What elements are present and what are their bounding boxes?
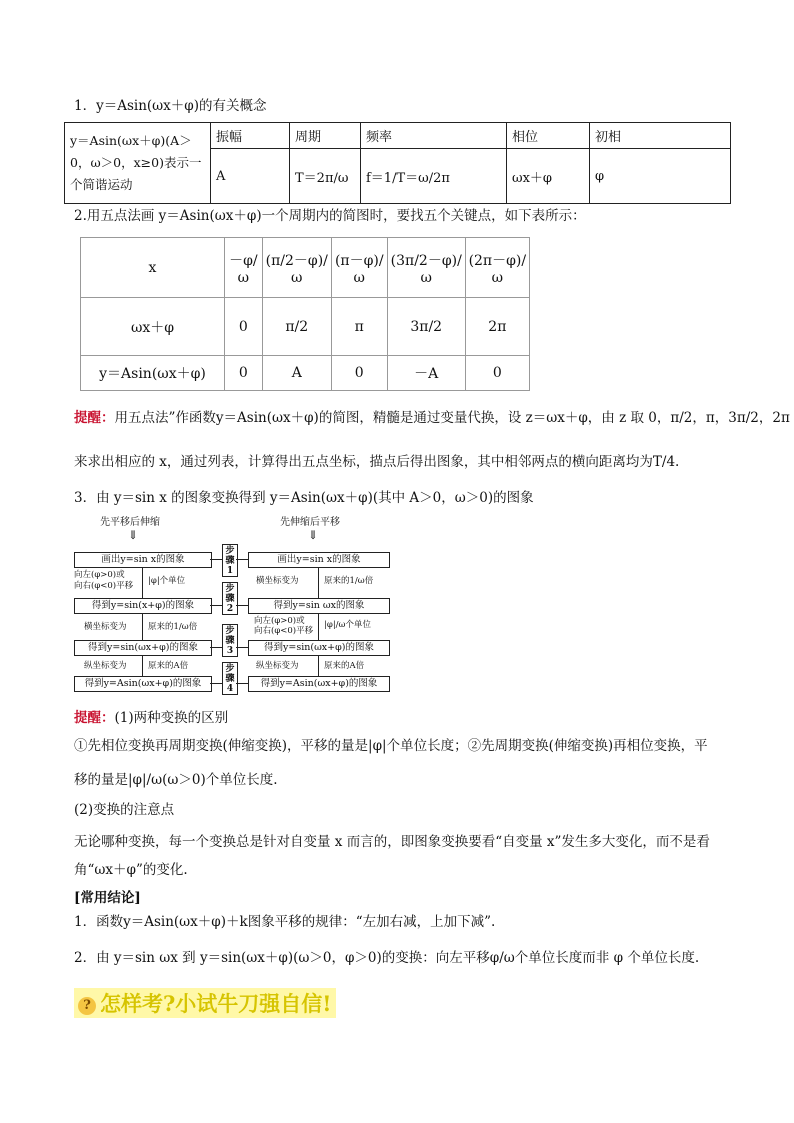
right-arrow-3: [318, 655, 319, 676]
section2-title: 2.用五点法画 y＝Asin(ωx＋φ)一个周期内的简图时，要找五个关键点，如下表所示：: [74, 208, 586, 224]
header-amplitude: 振幅: [211, 123, 290, 149]
left-label-7: 原来的A倍: [148, 661, 189, 671]
left-arrow-1: [142, 567, 143, 598]
banner: [74, 988, 336, 1018]
header-frequency: 频率: [361, 123, 507, 149]
y-cell-1: 0: [225, 356, 263, 391]
x-cell-5: (2π－φ)/ω: [465, 238, 529, 298]
left-box-4: 得到y=Asin(ωx+φ)的图象: [74, 676, 212, 692]
tip1-line1: [74, 408, 790, 428]
left-label-3: |φ|个单位: [148, 576, 186, 586]
value-frequency: f＝1/T＝ω/2π: [361, 149, 507, 204]
tip2-p2b: 角“ωx＋φ”的变化.: [74, 862, 188, 878]
y-cell-5: 0: [465, 356, 529, 391]
x-cell-2: (π/2－φ)/ω: [262, 238, 331, 298]
connector: [236, 559, 248, 560]
banner-text: 怎样考?小试牛刀强自信!: [100, 991, 332, 1016]
conclusion-2: 2．由 y＝sin ωx 到 y＝sin(ωx＋φ)(ω＞0，φ＞0)的变换：向左平移φ/ω个单位长度而非 φ 个单位长度.: [74, 950, 700, 966]
section1-title: 1．y＝Asin(ωx＋φ)的有关概念: [74, 98, 267, 114]
left-box-2: 得到y=sin(x+φ)的图象: [74, 598, 212, 614]
step-4: 步骤4: [222, 662, 238, 695]
right-arrow-2: [318, 613, 319, 640]
right-label-2: 原来的1/ω倍: [324, 576, 374, 586]
tip2-p1a: ①先相位变换再周期变换(伸缩变换)，平移的量是|φ|个单位长度；②先周期变换(伸缩变换)再相位变换，平: [74, 738, 708, 754]
y-cell-4: －A: [387, 356, 465, 391]
left-arrow-2: [142, 613, 143, 640]
y-cell-3: 0: [331, 356, 387, 391]
phase-cell-2: π/2: [262, 298, 331, 356]
left-down-arrow-icon: ⇓: [128, 528, 139, 542]
tip2-p2a: 无论哪种变换，每一个变换总是针对自变量 x 而言的，即图象变换要看“自变量 x”发生多大变化，而不是看: [74, 834, 710, 850]
right-arrow-1: [318, 567, 319, 598]
left-box-3: 得到y=sin(ωx+φ)的图象: [74, 640, 212, 656]
left-label-4: 横坐标变为: [84, 622, 127, 632]
header-period: 周期: [290, 123, 361, 149]
row-label-phase: ωx＋φ: [81, 298, 225, 356]
step-1: 步骤1: [222, 544, 238, 577]
tip2-head2: (2)变换的注意点: [74, 802, 175, 818]
right-label-6: 纵坐标变为: [256, 661, 299, 671]
left-label-2: 向右(φ<0)平移: [74, 581, 134, 591]
step-3: 步骤3: [222, 624, 238, 657]
tip2-head-line: [74, 708, 228, 728]
right-label-7: 原来的A倍: [324, 661, 365, 671]
y-cell-2: A: [262, 356, 331, 391]
tip1-label: 提醒：: [74, 410, 115, 426]
connector: [236, 647, 248, 648]
row-label-y: y＝Asin(ωx＋φ): [81, 356, 225, 391]
step-2: 步骤2: [222, 582, 238, 615]
right-box-4: 得到y=Asin(ωx+φ)的图象: [248, 676, 390, 692]
left-box-1: 画出y=sin x的图象: [74, 552, 212, 568]
left-label-5: 原来的1/ω倍: [148, 622, 198, 632]
right-label-1: 横坐标变为: [256, 576, 299, 586]
connector: [236, 683, 248, 684]
five-point-table: [80, 237, 530, 391]
tip2-head: (1)两种变换的区别: [114, 710, 229, 726]
left-label-6: 纵坐标变为: [84, 661, 127, 671]
concept-row-head: y＝Asin(ωx＋φ)(A＞0，ω＞0，x≥0)表示一个简谐运动: [65, 123, 211, 204]
tip2-p1b: 移的量是|φ|/ω(ω＞0)个单位长度.: [74, 772, 278, 788]
right-label-4: 向右(φ<0)平移: [254, 626, 314, 636]
left-heading: 先平移后伸缩: [100, 517, 160, 528]
left-arrow-3: [142, 655, 143, 676]
transform-flowchart: [70, 516, 400, 696]
connector: [236, 605, 248, 606]
x-cell-4: (3π/2－φ)/ω: [387, 238, 465, 298]
value-initial-phase: φ: [590, 149, 731, 204]
concept-table: [64, 122, 731, 204]
value-period: T＝2π/ω: [290, 149, 361, 204]
x-cell-1: －φ/ω: [225, 238, 263, 298]
conclusion-1: 1．函数y＝Asin(ωx＋φ)＋k图象平移的规律：“左加右减，上加下减”.: [74, 914, 496, 930]
conclusions-head: [常用结论]: [74, 890, 141, 906]
tip1-line2: 来求出相应的 x，通过列表，计算得出五点坐标，描点后得出图象，其中相邻两点的横向距离均为T/4.: [74, 454, 680, 470]
phase-cell-5: 2π: [465, 298, 529, 356]
right-heading: 先伸缩后平移: [280, 517, 340, 528]
value-amplitude: A: [211, 149, 290, 204]
tip1-text1: 用五点法”作函数y＝Asin(ωx＋φ)的简图，精髓是通过变量代换，设 z＝ωx＋φ，由 z 取 0，π/2，π，3π/2，2π: [114, 410, 790, 426]
connector: [210, 605, 222, 606]
header-initial-phase: 初相: [590, 123, 731, 149]
right-down-arrow-icon: ⇓: [308, 528, 319, 542]
right-label-5: |φ|/ω个单位: [324, 620, 371, 630]
right-box-3: 得到y=sin(ωx+φ)的图象: [248, 640, 390, 656]
right-box-2: 得到y=sin ωx的图象: [248, 598, 390, 614]
value-phase: ωx＋φ: [507, 149, 590, 204]
thinking-face-icon: ?: [78, 997, 96, 1015]
section3-title: 3．由 y＝sin x 的图象变换得到 y＝Asin(ωx＋φ)(其中 A＞0，ω＞0)的图象: [74, 490, 534, 506]
connector: [210, 647, 222, 648]
row-label-x: x: [81, 238, 225, 298]
tip2-label: 提醒：: [74, 710, 115, 726]
header-phase: 相位: [507, 123, 590, 149]
phase-cell-4: 3π/2: [387, 298, 465, 356]
right-label-3: 向左(φ>0)或: [254, 616, 305, 626]
connector: [210, 683, 222, 684]
x-cell-3: (π－φ)/ω: [331, 238, 387, 298]
connector: [210, 559, 222, 560]
phase-cell-1: 0: [225, 298, 263, 356]
phase-cell-3: π: [331, 298, 387, 356]
right-box-1: 画出y=sin x的图象: [248, 552, 390, 568]
left-label-1: 向左(φ>0)或: [74, 570, 125, 580]
